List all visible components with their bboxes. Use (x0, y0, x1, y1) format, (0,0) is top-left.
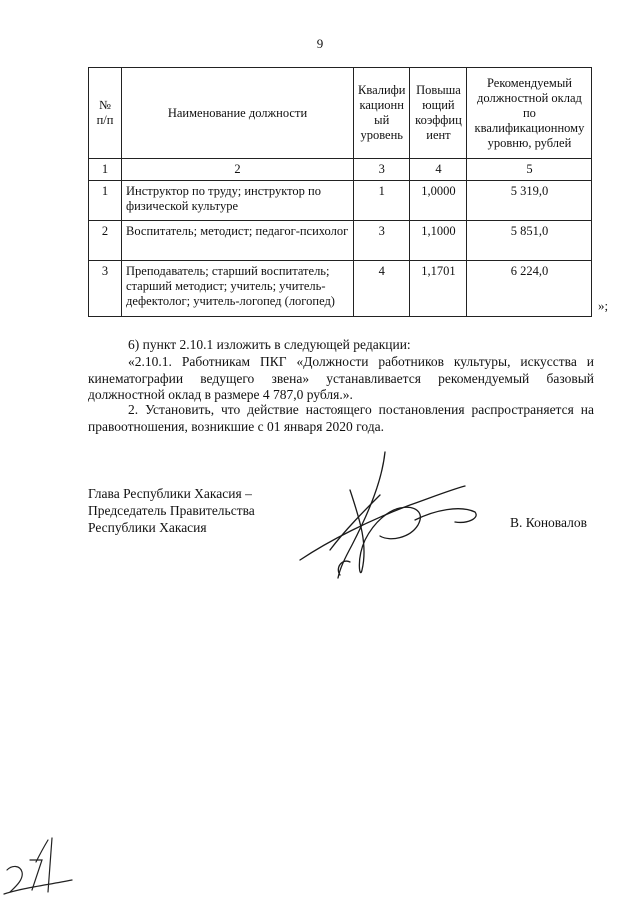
table-row (89, 221, 592, 261)
row-position: Преподаватель; старший воспитатель; старший методист; учитель; учитель-дефектолог; учитель-логопед (логопед) (122, 261, 354, 317)
header-coefficient: Повыша ющий коэффиц иент (410, 68, 467, 159)
table-closing-mark: »; (598, 298, 609, 313)
header-level: Квалифи кационн ый уровень (354, 68, 410, 159)
row-num: 2 (89, 221, 122, 261)
row-coefficient: 1,1701 (410, 261, 467, 317)
signatory-title-line: Республики Хакасия (88, 520, 207, 535)
row-num: 1 (89, 181, 122, 221)
row-level: 3 (354, 221, 410, 261)
row-salary: 5 319,0 (467, 181, 592, 221)
table-row (89, 181, 592, 221)
column-number: 1 (89, 159, 122, 181)
table-header-row (89, 68, 592, 159)
row-position: Инструктор по труду; инструктор по физической культуре (122, 181, 354, 221)
signatory-title-line: Председатель Правительства (88, 503, 255, 518)
signature-image (290, 450, 490, 590)
row-level: 1 (354, 181, 410, 221)
column-number: 5 (467, 159, 592, 181)
row-salary: 5 851,0 (467, 221, 592, 261)
row-num: 3 (89, 261, 122, 317)
row-level: 4 (354, 261, 410, 317)
row-position: Воспитатель; методист; педагог-психолог (122, 221, 354, 261)
column-number: 3 (354, 159, 410, 181)
header-num: № п/п (89, 68, 122, 159)
column-number: 2 (122, 159, 354, 181)
table-row (89, 261, 592, 317)
signatory-title-line: Глава Республики Хакасия – (88, 486, 252, 501)
header-position: Наименование должности (122, 68, 354, 159)
column-number-row (89, 159, 592, 181)
row-coefficient: 1,0000 (410, 181, 467, 221)
paragraph-effective-date: 2. Установить, что действие настоящего постановления распространяется на правоотношения, возникшие с 01 января 2020 года. (88, 402, 594, 434)
row-salary: 6 224,0 (467, 261, 592, 317)
column-number: 4 (410, 159, 467, 181)
salary-table (88, 67, 592, 317)
paragraph-amendment: 6) пункт 2.10.1 изложить в следующей редакции: (128, 337, 411, 352)
paragraph-clause: «2.10.1. Работникам ПКГ «Должности работников культуры, искусства и кинематографии ведущего звена» устанавливается рекомендуемый базовый должностной оклад в размере 4 787,0 рубля.». (88, 354, 594, 402)
row-coefficient: 1,1000 (410, 221, 467, 261)
signatory-name: В. Коновалов (510, 515, 587, 530)
signatory-title (88, 485, 255, 536)
handwritten-mark (2, 830, 82, 900)
page-number: 9 (316, 36, 324, 51)
header-salary: Рекомендуемый должностной оклад по квалификационному уровню, рублей (467, 68, 592, 159)
